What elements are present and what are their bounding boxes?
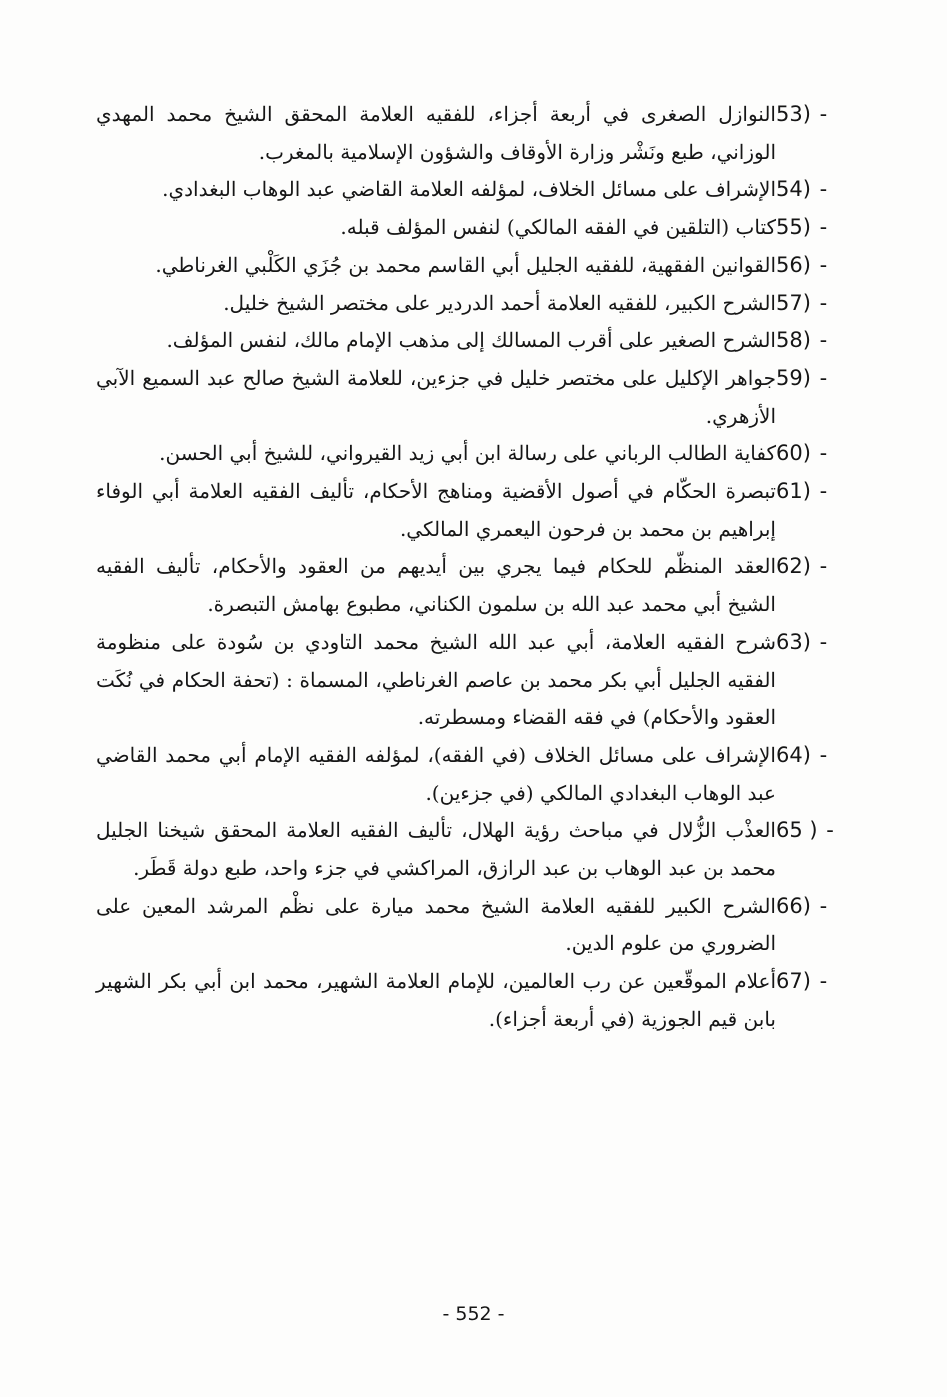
list-item [96, 209, 842, 247]
entry-text: شرح الفقيه العلامة، أبي عبد الله الشيخ محمد التاودي بن سُودة على منظومة الفقيه الجليل أبي بكر محمد بن عاصم الغرناطي، المسماة : (تحفة الحكام في نُكَت العقود والأحكام) في فقه القضاء ومسطرته. [96, 629, 776, 730]
list-item [96, 548, 842, 623]
list-item [96, 812, 842, 887]
entry-text: تبصرة الحكّام في أصول الأقضية ومناهج الأحكام، تأليف الفقيه العلامة أبي الوفاء إبراهيم بن محمد بن فرحون اليعمري المالكي. [96, 479, 776, 541]
entry-number: 62) - [776, 554, 828, 579]
list-item [96, 624, 842, 737]
entry-text: الإشراف على مسائل الخلاف، لمؤلفه العلامة القاضي عبد الوهاب البغدادي. [162, 177, 776, 202]
list-item [96, 435, 842, 473]
list-item [96, 247, 842, 285]
entry-text: الإشراف على مسائل الخلاف (في الفقه)، لمؤلفه الفقيه الإمام أبي محمد القاضي عبد الوهاب البغدادي المالكي (في جزءين). [96, 742, 776, 805]
entry-number: 66) - [776, 893, 828, 918]
entry-number: 61) - [776, 479, 828, 504]
list-item [96, 888, 842, 963]
bibliography-list [96, 96, 842, 1039]
entry-text: القوانين الفقهية، للفقيه الجليل أبي القاسم محمد بن جُزَي الكَلْبي الغرناطي. [155, 252, 776, 277]
list-item [96, 360, 842, 435]
entry-text: الشرح الصغير على أقرب المسالك إلى مذهب الإمام مالك، لنفس المؤلف. [166, 328, 776, 353]
entry-text: الشرح الكبير للفقيه العلامة الشيخ محمد ميارة على نظْم المرشد المعين على الضروري من علوم الدين. [96, 893, 776, 956]
list-item [96, 322, 842, 360]
list-item [96, 171, 842, 209]
entry-number: 67) - [776, 969, 828, 994]
entry-number: 55) - [776, 215, 828, 240]
entry-text: كفاية الطالب الرباني على رسالة ابن أبي زيد القيرواني، للشيخ أبي الحسن. [159, 441, 776, 466]
entry-number: 65 ) - [776, 818, 834, 843]
entry-number: 60) - [776, 441, 828, 466]
page-number: - 552 - [442, 1303, 505, 1325]
entry-text: النوازل الصغرى في أربعة أجزاء، للفقيه العلامة المحقق الشيخ محمد المهدي الوزاني، طبع ونَشْر وزارة الأوقاف والشؤون الإسلامية بالمغرب. [96, 102, 776, 164]
entry-text: العقد المنظّم للحكام فيما يجري بين أيديهم من العقود والأحكام، تأليف الفقيه الشيخ أبي محمد عبد الله بن سلمون الكناني، مطبوع بهامش التبصرة. [96, 554, 776, 617]
list-item [96, 96, 842, 171]
entry-text: أعلام الموقّعين عن رب العالمين، للإمام العلامة الشهير، محمد ابن أبي بكر الشهير بابن قيم الجوزية (في أربعة أجزاء). [96, 969, 776, 1031]
entry-number: 59) - [776, 365, 828, 390]
entry-text: العذْب الزُّلال في مباحث رؤية الهلال، تأليف الفقيه العلامة المحقق شيخنا الجليل محمد بن عبد الوهاب بن عبد الرازق، المراكشي في جزء واحد، طبع دولة قَطَر. [96, 818, 776, 881]
entry-number: 54) - [776, 177, 828, 202]
entry-text: جواهر الإكليل على مختصر خليل في جزءين، للعلامة الشيخ صالح عبد السميع الآبي الأزهري. [96, 365, 776, 428]
entry-text: الشرح الكبير، للفقيه العلامة أحمد الدردير على مختصر الشيخ خليل. [223, 290, 776, 315]
entry-number: 56) - [776, 252, 828, 277]
list-item [96, 963, 842, 1038]
entry-number: 57) - [776, 290, 828, 315]
entry-number: 58) - [776, 328, 828, 353]
entry-number: 53) - [776, 102, 828, 126]
entry-number: 64) - [776, 742, 828, 767]
list-item [96, 285, 842, 323]
list-item [96, 737, 842, 812]
entry-number: 63) - [776, 629, 828, 654]
entry-text: كتاب (التلقين في الفقه المالكي) لنفس المؤلف قبله. [340, 215, 776, 240]
list-item [96, 473, 842, 548]
